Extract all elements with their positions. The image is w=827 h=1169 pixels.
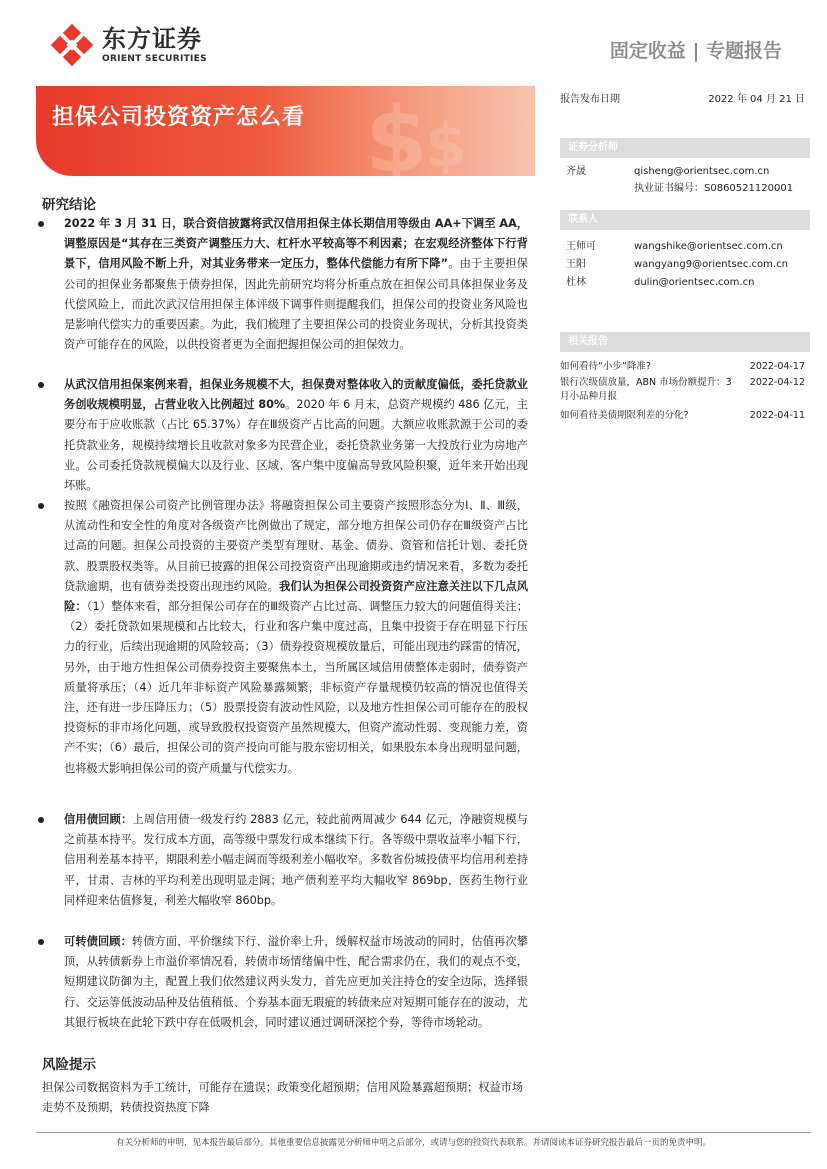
contact-email[interactable]: wangyang9@orientsec.com.cn <box>634 259 788 270</box>
related-report-date: 2022-04-11 <box>749 410 805 421</box>
publish-date-value: 2022 年 04 月 21 日 <box>708 94 805 105</box>
risk-heading: 风险提示 <box>42 1057 96 1073</box>
bullet-body <box>64 214 528 355</box>
footer-divider <box>36 1132 811 1133</box>
conclusion-bullet-2 <box>38 375 528 496</box>
conclusion-bullet-4 <box>38 810 528 911</box>
report-type: 固定收益 | 专题报告 <box>609 40 782 62</box>
banner-decoration-icon <box>345 86 505 193</box>
contact-name: 王师可 <box>566 241 596 252</box>
related-report-item[interactable] <box>560 409 810 423</box>
contact-name: 杜林 <box>566 277 586 288</box>
contact-email[interactable]: wangshike@orientsec.com.cn <box>634 241 783 252</box>
bullet-text: 转债方面，平价继续下行、溢价率上升，缓解权益市场波动的同时，估值再次攀顶，从转债新券上市溢价率情况看，转债市场情绪偏中性，配合需求仍在，我们的观点不变，短期建议防御为主，配置上我们依然建议两头发力，首先应更加关注持仓的安全边际，选择银行、交运等低波动品种及估值稍低、个券基本面无瑕疵的转债来应对短期可能存在的波动，尤其银行板块在此轮下跌中存在低吸机会，同时建议通过调研深挖个券，等待市场轮动。 <box>64 935 528 1029</box>
publish-date-row <box>560 90 805 106</box>
svg-text:$: $ <box>425 111 467 181</box>
bullet-text: 。由于主要担保公司的担保业务都聚焦于债券担保，因此先前研究均将分析重点放在担保公司具体担保业务及代偿风险上，而此次武汉信用担保主体评级下调事件则提醒我们，担保公司的投资业务风险也是影响代偿实力的重要因素。为此，我们梳理了主要担保公司的投资业务现状，分析其投资类资产可能存在的风险，以供投资者更为全面把握担保公司的担保效力。 <box>64 257 528 352</box>
risk-text: 担保公司数据资料为手工统计，可能存在遗误；政策变化超预期；信用风险暴露超预期；权益市场走势不及预期，转债投资热度下降 <box>42 1081 524 1114</box>
related-report-title[interactable]: 如何看待美债期限利差的分化? <box>560 410 689 421</box>
logo-cn-text: 东方证券 <box>102 25 202 53</box>
bullet-text: 上周信用债一级发行约 2883 亿元，较此前两周减少 644 亿元，净融资规模与之前基本持平。发行成本方面，高等级中票发行成本继续下行。各等级中票收益率小幅下行，信用利差基本持平，期限利差小幅走阔而等级利差小幅收窄。多数省份城投债平均信用利差持平，甘肃、吉林的平均利差出现明显走阔；地产债利差平均大幅收窄 869bp，医药生物行业同样迎来估值修复，利差大幅收窄 860bp。 <box>64 813 528 907</box>
bullet-body <box>64 496 528 779</box>
related-report-date: 2022-04-17 <box>749 361 805 372</box>
analyst-section-header <box>560 138 810 158</box>
bullet-body <box>64 375 528 496</box>
bullet-body <box>64 932 528 1033</box>
related-report-title[interactable]: 银行次级债放量，ABN 市场份额提升：3 月小品种月报 <box>560 377 732 402</box>
analyst-cert: 执业证书编号：S0860521120001 <box>634 183 794 194</box>
related-report-date: 2022-04-12 <box>749 377 805 388</box>
analyst-name: 齐晟 <box>566 166 586 177</box>
logo-mark-icon <box>50 23 94 67</box>
svg-text:$: $ <box>365 88 428 193</box>
footer-disclaimer: 有关分析师的申明，见本报告最后部分。其他重要信息披露见分析师申明之后部分，或请与您的投资代表联系。并请阅读本证券研究报告最后一页的免责申明。 <box>115 1138 711 1148</box>
logo-en-text: ORIENT SECURITIES <box>102 54 207 64</box>
publish-date-label: 报告发布日期 <box>560 94 620 105</box>
report-title: 担保公司投资资产怎么看 <box>52 105 306 130</box>
contact-name: 王阳 <box>566 259 586 270</box>
bullet-icon <box>38 939 44 945</box>
related-section-header <box>560 332 810 352</box>
contact-section-title: 联系人 <box>568 214 598 225</box>
bullet-bold-text: 我们认为担保公司投资资产应注意关注以下几点风险： <box>64 579 528 614</box>
bullet-icon <box>38 817 44 823</box>
bullet-bold-text: 从武汉信用担保案例来看，担保业务规模不大，担保费对整体收入的贡献度偏低，委托贷款业务创收规模明显，占营业收入比例超过 80% <box>64 378 528 412</box>
bullet-text: 。2020 年 6 月末，总资产规模约 486 亿元，主要分布于应收账款（占比 65.37%）存在Ⅲ级资产占比高的问题。大额应收账款源于公司的委托贷款业务，规模持续增长且收款对象多为民营企业，委托贷款业务第一大投放行业为房地产业。公司委托贷款规模偏大以及行业、区域、客户集中度偏高导致风险积聚，近年来开始出现坏账。 <box>64 398 528 493</box>
bullet-bold-text: 2022 年 3 月 31 日，联合资信披露将武汉信用担保主体长期信用等级由 AA+下调至 AA，调整原因是“其存在三类资产调整压力大、杠杆水平较高等不利因素；在宏观经济整体下行背景下，信用风险不断上升，对其业务带来一定压力，整体代偿能力有所下降” <box>64 217 528 271</box>
bullet-body <box>64 810 528 911</box>
contact-section-header <box>560 210 810 230</box>
bullet-text: 按照《融资担保公司资产比例管理办法》将融资担保公司主要资产按照形态分为Ⅰ、Ⅱ、Ⅲ级，从流动性和安全性的角度对各级资产比例做出了规定，部分地方担保公司仍存在Ⅲ级资产占比过高的问题。担保公司投资的主要资产类型有理财、基金、债券、资管和信托计划、委托贷款、股票股权类等。从目前已披露的担保公司投资资产出现逾期或违约情况来看，多数为委托贷款逾期，也有债券类投资出现违约风险。 <box>64 499 528 593</box>
bullet-text: （1）整体来看，部分担保公司存在的Ⅲ级资产占比过高、调整压力较大的问题值得关注；（2）委托贷款如果规模和占比较大，行业和客户集中度过高，且集中投资于存在明显下行压力的行业，后续出现逾期的风险较高；（3）债券投资规模放量后，可能出现违约踩雷的情况，另外，由于地方性担保公司债券投资主要聚焦本土，当所属区域信用债整体走弱时，债券资产质量将承压；（4）近几年非标资产风险暴露频繁，非标资产存量规模仍较高的情况也值得关注，还有进一步压降压力；（5）股票投资有波动性风险，以及地方性担保公司可能存在的股权投资标的非市场化问题，或导致股权投资资产虽然规模大，但资产流动性弱、变现能力差，资产不实；（6）最后，担保公司的资产投向可能与股东密切相关，如果股东本身出现明显问题，也将极大影响担保公司的资产质量与代偿实力。 <box>64 600 528 775</box>
contact-email[interactable]: dulin@orientsec.com.cn <box>634 277 755 288</box>
company-logo <box>50 22 240 68</box>
analyst-email[interactable]: qisheng@orientsec.com.cn <box>634 166 770 177</box>
conclusion-bullet-1 <box>38 214 528 355</box>
related-report-title[interactable]: 如何看待“小步”降准? <box>560 361 651 372</box>
related-section-title: 相关报告 <box>568 336 608 347</box>
conclusion-bullet-5 <box>38 932 528 1033</box>
title-banner <box>36 86 535 193</box>
analyst-section-title: 证券分析师 <box>568 142 618 153</box>
bullet-bold-text: 可转债回顾： <box>64 935 132 948</box>
related-report-item[interactable] <box>560 376 810 404</box>
bullet-icon <box>38 503 44 509</box>
conclusion-heading: 研究结论 <box>42 197 96 213</box>
bullet-icon <box>38 382 44 388</box>
bullet-bold-text: 信用债回顾： <box>64 813 133 826</box>
bullet-icon <box>38 221 44 227</box>
conclusion-bullet-3 <box>38 496 528 779</box>
related-report-item[interactable] <box>560 360 810 374</box>
